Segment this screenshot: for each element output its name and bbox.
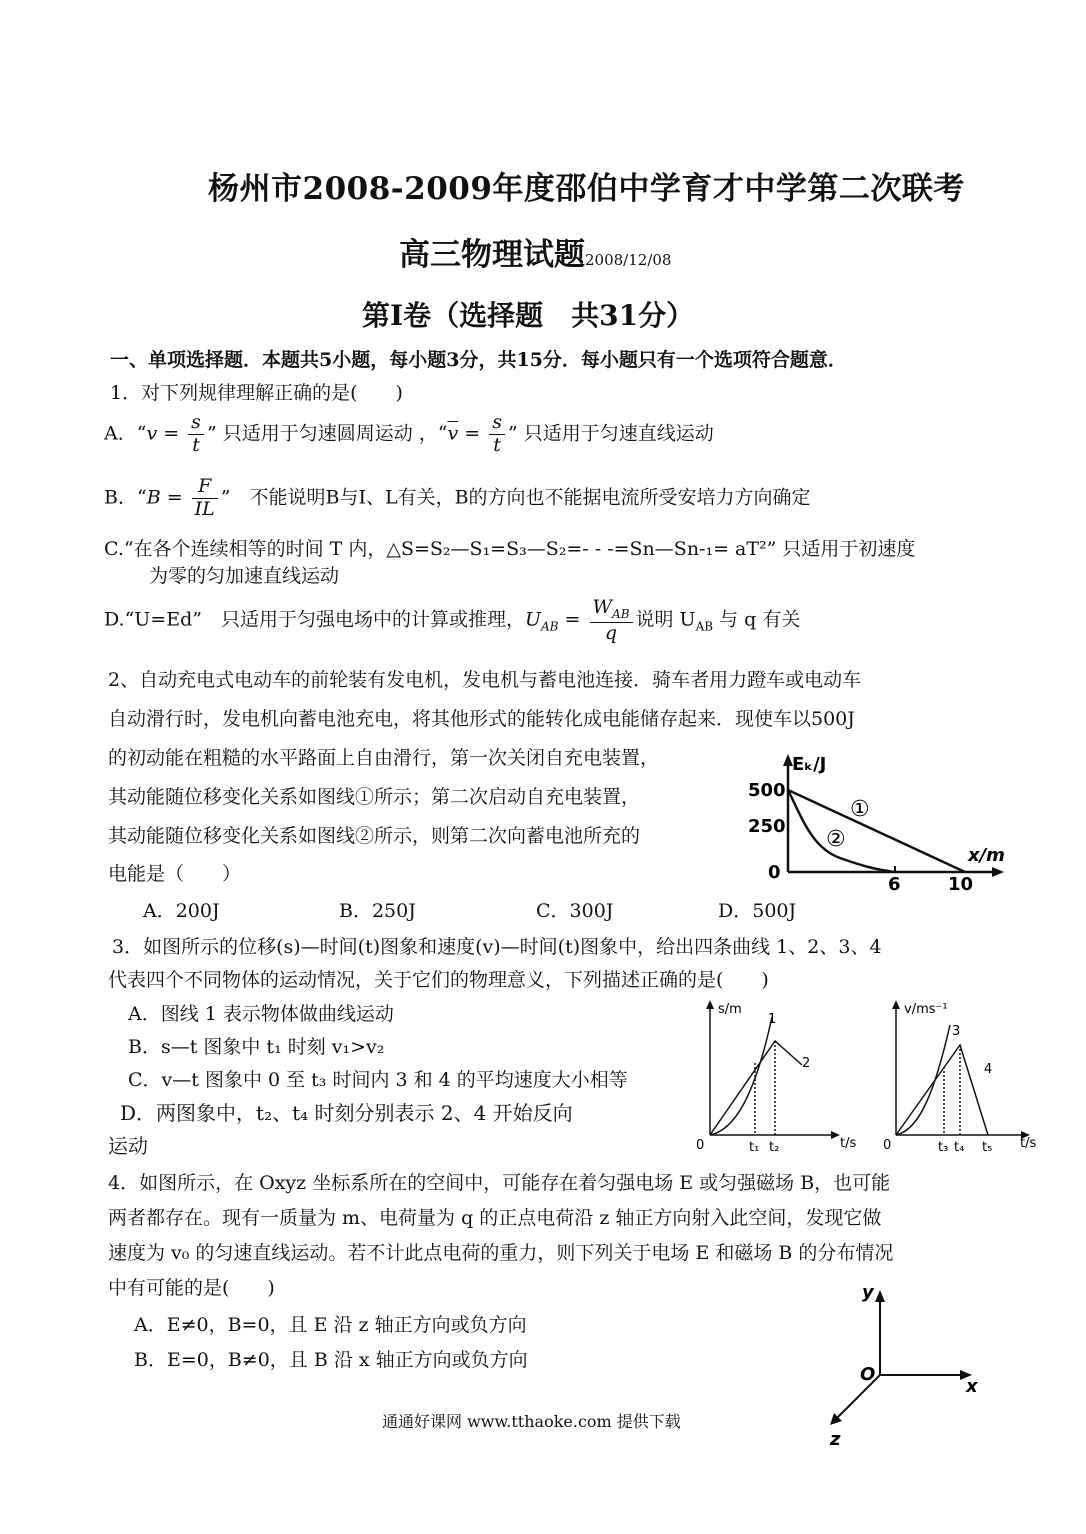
- q1-b-fraction: [192, 476, 218, 521]
- q1-d-eq: =: [558, 608, 587, 631]
- exam-date: 2008/12/08: [585, 251, 672, 269]
- q1-option-c-line2: 为零的匀加速直线运动: [149, 565, 340, 587]
- q1-b-B: B: [146, 486, 161, 509]
- q1-b-num: F: [192, 476, 218, 499]
- q1-b-eq: =: [160, 486, 189, 509]
- section-title: 第Ⅰ卷（选择题 共31分）: [362, 299, 695, 332]
- st-curve-1: [710, 1017, 772, 1135]
- q1-a-vbar: $\overline{v}$: [447, 422, 459, 445]
- q2-option-a: A．200J: [143, 900, 220, 922]
- q1-d-U: U: [525, 608, 542, 631]
- q2-energy-graph: [740, 748, 1010, 898]
- q1-d-prefix: D.“U=Ed” 只适用于匀强电场中的计算或推理，: [104, 608, 525, 631]
- q1-d-den: q: [604, 621, 618, 644]
- q1-a-num: s: [188, 412, 204, 435]
- q3-line1: 3．如图所示的位移(s)—时间(t)图象和速度(v)—时间(t)图象中，给出四条曲线 1、2、3、4: [112, 936, 882, 958]
- q1-d-fraction: [590, 597, 633, 644]
- q2-option-d: D．500J: [718, 900, 797, 922]
- q3-option-c: C．v—t 图象中 0 至 t₃ 时间内 3 和 4 的平均速度大小相等: [128, 1069, 628, 1091]
- q3-option-d-line2: 运动: [108, 1134, 148, 1158]
- q2-ytick-500: 500: [748, 780, 786, 801]
- q3-vt-graph: [880, 995, 1050, 1160]
- q1-a-den: t: [192, 433, 200, 456]
- q1-a-mid: ” 只适用于匀速圆周运动 ，“: [206, 422, 448, 445]
- vt-t5: t₅: [982, 1140, 993, 1155]
- q1-a-post: ” 只适用于匀速直线运动: [507, 422, 714, 445]
- st-curve1-label: 1: [768, 1012, 777, 1027]
- axis-origin-label: O: [860, 1364, 876, 1385]
- q1-d-post-sub: AB: [695, 619, 714, 634]
- q2-option-c: C．300J: [536, 900, 614, 922]
- q2-curve1-label: ①: [850, 797, 870, 822]
- q1-d-U-sub: AB: [541, 619, 559, 634]
- q2-x-arrow: [992, 867, 1004, 877]
- q1-a-fraction: [188, 412, 204, 457]
- q2-origin: 0: [768, 862, 781, 883]
- vt-curve-3: [896, 1025, 950, 1135]
- q3-option-a: A．图线 1 表示物体做曲线运动: [128, 1003, 394, 1025]
- st-xlabel: t/s: [840, 1136, 857, 1151]
- q1-option-b: [104, 476, 811, 521]
- q2-xlabel: x/m: [968, 845, 1005, 866]
- q3-line2: 代表四个不同物体的运动情况，关于它们的物理意义，下列描述正确的是( ): [108, 969, 769, 991]
- q2-line5: 其动能随位移变化关系如图线②所示，则第二次向蓄电池所充的: [108, 825, 641, 847]
- q2-line4: 其动能随位移变化关系如图线①所示；第二次启动自充电装置，: [108, 786, 641, 808]
- q2-ylabel: Eₖ/J: [792, 754, 827, 775]
- q2-curve2-label: ②: [826, 827, 846, 852]
- q1-stem: 1．对下列规律理解正确的是( ): [110, 382, 403, 404]
- q2-line3: 的初动能在粗糙的水平路面上自由滑行，第一次关闭自充电装置，: [108, 747, 660, 769]
- q4-option-a: A．E≠0，B=0，且 E 沿 z 轴正方向或负方向: [134, 1314, 527, 1336]
- vt-ylabel: v/ms⁻¹: [904, 1002, 948, 1017]
- st-origin: 0: [696, 1138, 705, 1153]
- q1-a-eq: =: [157, 422, 186, 445]
- q1-d-post: 说明 U: [635, 608, 696, 631]
- axis-y-label: y: [862, 1282, 874, 1303]
- st-t2: t₂: [769, 1140, 780, 1155]
- q1-b-den: IL: [194, 497, 215, 520]
- vt-curve4-label: 4: [984, 1062, 993, 1077]
- q4-axes-diagram: [820, 1280, 990, 1450]
- exam-title: 杨州市2008-2009年度邵伯中学育才中学第二次联考: [208, 171, 965, 207]
- q1-b-prefix: B．“: [104, 486, 147, 509]
- q4-line2: 两者都存在。现有一质量为 m、电荷量为 q 的正点电荷沿 z 轴正方向射入此空间，发现它做: [108, 1207, 882, 1229]
- exam-subtitle: [399, 229, 671, 274]
- q1-option-a: A．“v = $\frac{s}{t}$ ” 只适用于匀速圆周运动 ，“$\overline{v}$ = $\frac{s}{t}$ ” 只适用于匀速直线运动: [104, 411, 714, 456]
- vt-t3: t₃: [938, 1140, 949, 1155]
- axis-z-label: z: [830, 1429, 841, 1450]
- st-ylabel: s/m: [718, 1002, 742, 1017]
- q2-line1: 2、自动充电式电动车的前轮装有发电机，发电机与蓄电池连接．骑车者用力蹬车或电动车: [108, 669, 862, 691]
- q2-curve-1: [788, 790, 965, 872]
- q1-a-fraction2: [489, 412, 505, 457]
- vt-curve3-label: 3: [952, 1024, 961, 1039]
- vt-xlabel: t/s: [1020, 1136, 1037, 1151]
- q3-st-graph: [690, 995, 860, 1160]
- q2-option-b: B．250J: [339, 900, 416, 922]
- q3-option-b: B．s—t 图象中 t₁ 时刻 v₁>v₂: [128, 1036, 385, 1058]
- vt-origin: 0: [883, 1138, 892, 1153]
- q2-ytick-250: 250: [748, 816, 786, 837]
- axis-x-label: x: [966, 1376, 978, 1397]
- q2-xtick-6: 6: [888, 874, 901, 895]
- vt-t4: t₄: [954, 1140, 965, 1155]
- q1-d-W-sub: AB: [612, 606, 630, 621]
- q4-option-b: B．E=0，B≠0，且 B 沿 x 轴正方向或负方向: [134, 1349, 528, 1371]
- q3-option-d-line1: D．两图象中，t₂、t₄ 时刻分别表示 2、4 开始反向: [120, 1101, 573, 1125]
- q1-d-post2: 与 q 有关: [713, 608, 801, 631]
- q1-a-num2: s: [489, 412, 505, 435]
- subtitle-text: 高三物理试题: [399, 237, 585, 273]
- q2-line6: 电能是（ ）: [108, 863, 242, 885]
- st-curve-2: [710, 1041, 802, 1135]
- q1-option-c-line1: C.“在各个连续相等的时间 T 内，△S=S₂—S₁=S₃—S₂=- - -=Sn—Sn-₁= aT²” 只适用于初速度: [104, 538, 916, 560]
- q1-a-prefix: A．“: [104, 422, 147, 445]
- footer-text: 通通好课网 www.tthaoke.com 提供下载: [382, 1412, 681, 1431]
- q4-line4: 中有可能的是( ): [108, 1277, 275, 1299]
- q1-a-v: v: [146, 422, 158, 445]
- q1-option-d: [104, 597, 800, 644]
- q2-xtick-10: 10: [948, 874, 974, 895]
- q2-line2: 自动滑行时，发电机向蓄电池充电，将其他形式的能转化成电能储存起来．现使车以500J: [108, 708, 855, 730]
- q1-a-den2: t: [493, 433, 501, 456]
- st-t1: t₁: [749, 1140, 760, 1155]
- q4-line1: 4．如图所示，在 Oxyz 坐标系所在的空间中，可能存在着匀强电场 E 或匀强磁场 B，也可能: [108, 1172, 891, 1194]
- q1-d-W: W: [592, 596, 613, 618]
- st-curve2-label: 2: [802, 1056, 811, 1071]
- section-instruction: 一、单项选择题．本题共5小题，每小题3分，共15分．每小题只有一个选项符合题意．: [110, 349, 847, 371]
- q4-line3: 速度为 v₀ 的匀速直线运动。若不计此点电荷的重力，则下列关于电场 E 和磁场 B 的分布情况: [108, 1242, 894, 1264]
- q1-b-post: ” 不能说明B与I、L有关，B的方向也不能据电流所受安培力方向确定: [220, 486, 811, 509]
